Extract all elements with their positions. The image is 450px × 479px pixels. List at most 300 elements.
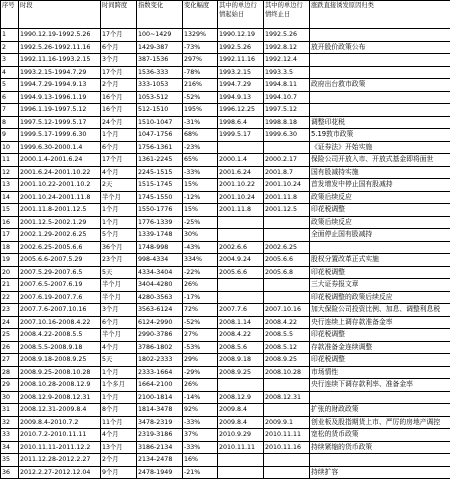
cause-cell: 印花税调整 bbox=[310, 354, 450, 367]
period-cell: 1999.5.17-1999.6.30 bbox=[19, 129, 101, 142]
change-rate-cell: 15% bbox=[183, 204, 218, 217]
table-row bbox=[1, 116, 450, 129]
period-cell: 2001.12.5-2002.1.29 bbox=[19, 216, 101, 229]
change-rate-cell: -73% bbox=[183, 41, 218, 54]
row-number-cell: 11 bbox=[1, 154, 19, 167]
period-cell: 1997.5.12-1999.5.17 bbox=[19, 116, 101, 129]
trend-start-date-cell bbox=[218, 291, 264, 304]
table-row bbox=[1, 404, 450, 417]
table-row bbox=[1, 66, 450, 79]
table-row bbox=[1, 79, 450, 92]
change-rate-cell: -31% bbox=[183, 116, 218, 129]
table-row bbox=[1, 316, 450, 329]
change-rate-cell: -33% bbox=[183, 166, 218, 179]
trend-start-date-cell: 2010.11.11 bbox=[218, 441, 264, 454]
trend-start-date-cell: 2008.1.14 bbox=[218, 316, 264, 329]
trend-end-date-cell: 2010.11.16 bbox=[264, 441, 310, 454]
index-change-cell: 333-1053 bbox=[137, 79, 183, 92]
row-number-cell: 3 bbox=[1, 54, 19, 67]
change-rate-cell: 195% bbox=[183, 104, 218, 117]
trend-start-date-cell bbox=[218, 454, 264, 467]
cause-cell: 三大证券报文章 bbox=[310, 279, 450, 292]
trend-start-date-cell: 2002.6.6 bbox=[218, 241, 264, 254]
period-cell: 2010.11.11-2011.12.2 bbox=[19, 441, 101, 454]
duration-cell: 24个月 bbox=[101, 116, 137, 129]
duration-cell: 36个月 bbox=[101, 241, 137, 254]
index-change-cell: 1748-998 bbox=[137, 241, 183, 254]
trend-start-date-cell: 2001.11.8 bbox=[218, 204, 264, 217]
header-cell: 变化幅度 bbox=[183, 1, 218, 29]
change-rate-cell: -52% bbox=[183, 316, 218, 329]
table-row bbox=[1, 341, 450, 354]
period-cell: 2008.5.5-2008.9.18 bbox=[19, 341, 101, 354]
trend-start-date-cell bbox=[218, 279, 264, 292]
trend-end-date-cell: 1997.5.12 bbox=[264, 104, 310, 117]
table-row bbox=[1, 229, 450, 242]
index-change-cell: 2478-1949 bbox=[137, 466, 183, 479]
change-rate-cell: -17% bbox=[183, 291, 218, 304]
change-rate-cell: -12% bbox=[183, 191, 218, 204]
row-number-cell: 22 bbox=[1, 291, 19, 304]
duration-cell: 23个月 bbox=[101, 254, 137, 267]
index-change-cell: 3186-2134 bbox=[137, 441, 183, 454]
cause-cell: 《证券法》开始实施 bbox=[310, 141, 450, 154]
cause-cell bbox=[310, 91, 450, 104]
trend-start-date-cell: 1993.2.15 bbox=[218, 66, 264, 79]
table-row bbox=[1, 104, 450, 117]
trend-start-date-cell: 2008.9.25 bbox=[218, 366, 264, 379]
period-cell: 2008.4.22-2008.5.5 bbox=[19, 329, 101, 342]
period-cell: 2007.5.29-2007.6.5 bbox=[19, 266, 101, 279]
table-row bbox=[1, 279, 450, 292]
cause-cell: 扩张的财政政策 bbox=[310, 404, 450, 417]
change-rate-cell: 1329% bbox=[183, 29, 218, 42]
duration-cell: 3个月 bbox=[101, 54, 137, 67]
trend-start-date-cell: 1992.5.26 bbox=[218, 41, 264, 54]
index-change-cell: 3786-1802 bbox=[137, 341, 183, 354]
trend-end-date-cell bbox=[264, 229, 310, 242]
index-change-cell: 1339-1748 bbox=[137, 229, 183, 242]
change-rate-cell: 216% bbox=[183, 79, 218, 92]
trend-start-date-cell: 2008.5.6 bbox=[218, 341, 264, 354]
period-cell: 2000.1.4-2001.6.24 bbox=[19, 154, 101, 167]
index-change-cell: 1536-333 bbox=[137, 66, 183, 79]
cause-cell: 政策后续反应 bbox=[310, 216, 450, 229]
trend-end-date-cell: 2000.2.17 bbox=[264, 154, 310, 167]
cause-cell bbox=[310, 66, 450, 79]
trend-start-date-cell: 1994.9.13 bbox=[218, 91, 264, 104]
cause-cell: 创业板及股指期货上市、严厉的房地产调控 bbox=[310, 416, 450, 429]
cause-cell: 全面停止国有股减持 bbox=[310, 229, 450, 242]
duration-cell: 4个月 bbox=[101, 166, 137, 179]
trend-end-date-cell bbox=[264, 454, 310, 467]
index-change-cell: 6124-2990 bbox=[137, 316, 183, 329]
table-row bbox=[1, 416, 450, 429]
row-number-cell: 34 bbox=[1, 441, 19, 454]
table-row bbox=[1, 366, 450, 379]
cause-cell bbox=[310, 454, 450, 467]
change-rate-cell: -33% bbox=[183, 416, 218, 429]
cause-cell: 政策后续反应 bbox=[310, 191, 450, 204]
table-row bbox=[1, 466, 450, 479]
cause-cell: 印花税调整 bbox=[310, 266, 450, 279]
change-rate-cell: 72% bbox=[183, 304, 218, 317]
change-rate-cell: -52% bbox=[183, 91, 218, 104]
row-number-cell: 33 bbox=[1, 429, 19, 442]
cause-cell: 持续扩容 bbox=[310, 466, 450, 479]
trend-start-date-cell: 1999.5.17 bbox=[218, 129, 264, 142]
period-cell: 2002.1.29-2002.6.25 bbox=[19, 229, 101, 242]
table-row bbox=[1, 354, 450, 367]
row-number-cell: 27 bbox=[1, 354, 19, 367]
change-rate-cell: 27% bbox=[183, 329, 218, 342]
trend-start-date-cell bbox=[218, 379, 264, 392]
table-row bbox=[1, 166, 450, 179]
trend-end-date-cell: 2010.11.11 bbox=[264, 429, 310, 442]
change-rate-cell: -43% bbox=[183, 241, 218, 254]
period-cell: 2001.6.24-2001.10.22 bbox=[19, 166, 101, 179]
row-number-cell: 29 bbox=[1, 379, 19, 392]
trend-start-date-cell: 1998.6.4 bbox=[218, 116, 264, 129]
cause-cell: 宽松的货币政策 bbox=[310, 429, 450, 442]
change-rate-cell: 37% bbox=[183, 429, 218, 442]
change-rate-cell: -23% bbox=[183, 141, 218, 154]
trend-end-date-cell: 2008.10.28 bbox=[264, 366, 310, 379]
trend-end-date-cell: 2008.12.31 bbox=[264, 391, 310, 404]
row-number-cell: 10 bbox=[1, 141, 19, 154]
cause-cell: 政府出台救市政策 bbox=[310, 79, 450, 92]
row-number-cell: 6 bbox=[1, 91, 19, 104]
table-row bbox=[1, 191, 450, 204]
table-row bbox=[1, 454, 450, 467]
table-row bbox=[1, 304, 450, 317]
change-rate-cell: 26% bbox=[183, 279, 218, 292]
trend-end-date-cell bbox=[264, 404, 310, 417]
trend-start-date-cell: 2001.6.24 bbox=[218, 166, 264, 179]
cause-cell bbox=[310, 104, 450, 117]
row-number-cell: 5 bbox=[1, 79, 19, 92]
duration-cell: 17个月 bbox=[101, 66, 137, 79]
period-cell: 2005.6.6-2007.5.29 bbox=[19, 254, 101, 267]
index-change-cell: 4280-3563 bbox=[137, 291, 183, 304]
period-cell: 2001.10.24-2001.11.8 bbox=[19, 191, 101, 204]
trend-end-date-cell: 2001.8.7 bbox=[264, 166, 310, 179]
change-rate-cell: 30% bbox=[183, 229, 218, 242]
index-change-cell: 1745-1550 bbox=[137, 191, 183, 204]
index-change-cell: 1802-2333 bbox=[137, 354, 183, 367]
row-number-cell: 7 bbox=[1, 104, 19, 117]
cause-cell: 加大保险公司投资比例、加息、调整利息税 bbox=[310, 304, 450, 317]
period-cell: 1992.5.26-1992.11.16 bbox=[19, 41, 101, 54]
duration-cell: 3个月 bbox=[101, 304, 137, 317]
table-row bbox=[1, 291, 450, 304]
change-rate-cell: 297% bbox=[183, 54, 218, 67]
table-row bbox=[1, 441, 450, 454]
index-change-cell: 3478-2319 bbox=[137, 416, 183, 429]
header-cell: 其中的单边行情起始日 bbox=[218, 1, 264, 29]
change-rate-cell: 65% bbox=[183, 154, 218, 167]
row-number-cell: 20 bbox=[1, 266, 19, 279]
trend-end-date-cell bbox=[264, 379, 310, 392]
cause-cell: 股权分置改革正式实施 bbox=[310, 254, 450, 267]
change-rate-cell: -33% bbox=[183, 441, 218, 454]
index-change-cell: 2333-1664 bbox=[137, 366, 183, 379]
duration-cell: 1个多月 bbox=[101, 379, 137, 392]
row-number-cell: 15 bbox=[1, 204, 19, 217]
index-change-cell: 1429-387 bbox=[137, 41, 183, 54]
index-change-cell: 512-1510 bbox=[137, 104, 183, 117]
trend-end-date-cell: 1992.5.26 bbox=[264, 29, 310, 42]
trend-start-date-cell: 2008.12.9 bbox=[218, 391, 264, 404]
cause-cell: 央行连续上调存款准备金率 bbox=[310, 316, 450, 329]
table-row bbox=[1, 41, 450, 54]
duration-cell: 6个月 bbox=[101, 41, 137, 54]
duration-cell: 11个月 bbox=[101, 416, 137, 429]
change-rate-cell: 15% bbox=[183, 179, 218, 192]
duration-cell: 6个月 bbox=[101, 316, 137, 329]
trend-end-date-cell: 1999.6.30 bbox=[264, 129, 310, 142]
period-cell: 1993.2.15-1994.7.29 bbox=[19, 66, 101, 79]
period-cell: 2008.12.31-2009.8.4 bbox=[19, 404, 101, 417]
trend-end-date-cell bbox=[264, 466, 310, 479]
duration-cell: 6个月 bbox=[101, 141, 137, 154]
trend-start-date-cell: 2004.9.24 bbox=[218, 254, 264, 267]
duration-cell: 1个月 bbox=[101, 129, 137, 142]
table-body bbox=[1, 29, 450, 479]
duration-cell: 半个月 bbox=[101, 329, 137, 342]
row-number-cell: 23 bbox=[1, 304, 19, 317]
duration-cell: 4个月 bbox=[101, 429, 137, 442]
trend-start-date-cell: 2010.9.29 bbox=[218, 429, 264, 442]
trend-start-date-cell: 1996.12.25 bbox=[218, 104, 264, 117]
cause-cell: 印花税调整的政策后续反应 bbox=[310, 291, 450, 304]
trend-start-date-cell bbox=[218, 216, 264, 229]
index-change-cell: 1361-2245 bbox=[137, 154, 183, 167]
duration-cell: 2天 bbox=[101, 179, 137, 192]
row-number-cell: 16 bbox=[1, 216, 19, 229]
period-cell: 2008.9.18-2008.9.25 bbox=[19, 354, 101, 367]
header-cell: 涨跌直接诱发原因归类 bbox=[310, 1, 450, 29]
trend-end-date-cell: 2008.5.5 bbox=[264, 329, 310, 342]
trend-start-date-cell: 2009.8.4 bbox=[218, 416, 264, 429]
period-cell: 2008.12.9-2008.12.31 bbox=[19, 391, 101, 404]
trend-end-date-cell: 2008.9.25 bbox=[264, 354, 310, 367]
trend-end-date-cell: 2001.12.5 bbox=[264, 204, 310, 217]
index-change-cell: 1664-2100 bbox=[137, 379, 183, 392]
row-number-cell: 30 bbox=[1, 391, 19, 404]
duration-cell: 半个月 bbox=[101, 191, 137, 204]
trend-end-date-cell: 1992.12.4 bbox=[264, 54, 310, 67]
change-rate-cell: 334% bbox=[183, 254, 218, 267]
cause-cell: 印花税调整 bbox=[310, 329, 450, 342]
trend-end-date-cell bbox=[264, 279, 310, 292]
trend-start-date-cell: 2001.10.24 bbox=[218, 191, 264, 204]
index-change-cell: 1047-1756 bbox=[137, 129, 183, 142]
trend-start-date-cell bbox=[218, 141, 264, 154]
index-change-cell: 2319-3186 bbox=[137, 429, 183, 442]
row-number-cell: 31 bbox=[1, 404, 19, 417]
row-number-cell: 36 bbox=[1, 466, 19, 479]
period-cell: 1992.11.16-1993.2.15 bbox=[19, 54, 101, 67]
cause-cell: 印花税调整 bbox=[310, 204, 450, 217]
index-change-cell: 100~1429 bbox=[137, 29, 183, 42]
trend-start-date-cell: 1990.12.19 bbox=[218, 29, 264, 42]
row-number-cell: 24 bbox=[1, 316, 19, 329]
trend-end-date-cell: 2008.4.22 bbox=[264, 316, 310, 329]
cause-cell: 持续紧缩的货币政策 bbox=[310, 441, 450, 454]
period-cell: 1996.1.19-1997.5.12 bbox=[19, 104, 101, 117]
row-number-cell: 19 bbox=[1, 254, 19, 267]
period-cell: 1994.7.29-1994.9.13 bbox=[19, 79, 101, 92]
trend-end-date-cell: 2001.10.24 bbox=[264, 179, 310, 192]
period-cell: 1999.6.30-2000.1.4 bbox=[19, 141, 101, 154]
table-row bbox=[1, 204, 450, 217]
row-number-cell: 2 bbox=[1, 41, 19, 54]
period-cell: 2008.9.25-2008.10.28 bbox=[19, 366, 101, 379]
duration-cell: 5个月 bbox=[101, 229, 137, 242]
period-cell: 2001.10.22-2001.10.2 bbox=[19, 179, 101, 192]
duration-cell: 1个月 bbox=[101, 391, 137, 404]
trend-start-date-cell: 2008.4.22 bbox=[218, 329, 264, 342]
index-change-cell: 3404-4280 bbox=[137, 279, 183, 292]
index-change-cell: 1515-1745 bbox=[137, 179, 183, 192]
index-change-cell: 998-4334 bbox=[137, 254, 183, 267]
cause-cell: 5.19敦市政策 bbox=[310, 129, 450, 142]
table-row bbox=[1, 154, 450, 167]
row-number-cell: 8 bbox=[1, 116, 19, 129]
row-number-cell: 13 bbox=[1, 179, 19, 192]
header-cell: 序号 bbox=[1, 1, 19, 29]
period-cell: 1994.9.13-1996.1.19 bbox=[19, 91, 101, 104]
duration-cell: 16个月 bbox=[101, 104, 137, 117]
trend-start-date-cell: 2007.7.6 bbox=[218, 304, 264, 317]
cause-cell: 市场情性 bbox=[310, 366, 450, 379]
cause-cell bbox=[310, 391, 450, 404]
index-change-cell: 2245-1515 bbox=[137, 166, 183, 179]
cause-cell: 央行连续下调存款利率、准备金率 bbox=[310, 379, 450, 392]
change-rate-cell: -25% bbox=[183, 216, 218, 229]
duration-cell: 2个月 bbox=[101, 79, 137, 92]
table-row bbox=[1, 241, 450, 254]
cause-cell bbox=[310, 54, 450, 67]
duration-cell: 17个月 bbox=[101, 154, 137, 167]
trend-end-date-cell: 1992.8.12 bbox=[264, 41, 310, 54]
duration-cell: 9个月 bbox=[101, 466, 137, 479]
trend-start-date-cell: 2001.10.22 bbox=[218, 179, 264, 192]
index-change-cell: 1053-512 bbox=[137, 91, 183, 104]
row-number-cell: 17 bbox=[1, 229, 19, 242]
table-row bbox=[1, 54, 450, 67]
index-change-cell: 2100-1814 bbox=[137, 391, 183, 404]
duration-cell: 1个月 bbox=[101, 204, 137, 217]
cause-cell: 调整印花税 bbox=[310, 116, 450, 129]
change-rate-cell: -22% bbox=[183, 266, 218, 279]
index-change-cell: 1510-1047 bbox=[137, 116, 183, 129]
index-change-cell: 2134-2478 bbox=[137, 454, 183, 467]
row-number-cell: 26 bbox=[1, 341, 19, 354]
cause-cell bbox=[310, 29, 450, 42]
table-row bbox=[1, 29, 450, 42]
period-cell: 2011.12.28-2012.2.27 bbox=[19, 454, 101, 467]
index-change-cell: 4334-3404 bbox=[137, 266, 183, 279]
change-rate-cell: 29% bbox=[183, 354, 218, 367]
header-cell: 时段 bbox=[19, 1, 101, 29]
trend-start-date-cell: 2009.8.4 bbox=[218, 404, 264, 417]
trend-end-date-cell bbox=[264, 291, 310, 304]
table-row bbox=[1, 179, 450, 192]
header-cell: 其中的单边行情终止日 bbox=[264, 1, 310, 29]
trend-end-date-cell: 1994.8.11 bbox=[264, 79, 310, 92]
period-cell: 2009.8.4-2010.7.2 bbox=[19, 416, 101, 429]
trend-end-date-cell: 1993.3.5 bbox=[264, 66, 310, 79]
index-change-cell: 1550-1776 bbox=[137, 204, 183, 217]
trend-start-date-cell: 2000.1.4 bbox=[218, 154, 264, 167]
trend-end-date-cell: 1994.10.7 bbox=[264, 91, 310, 104]
row-number-cell: 32 bbox=[1, 416, 19, 429]
period-cell: 2008.10.28-2008.12.9 bbox=[19, 379, 101, 392]
header-cell: 指数变化 bbox=[137, 1, 183, 29]
row-number-cell: 21 bbox=[1, 279, 19, 292]
trend-end-date-cell: 2005.6.6 bbox=[264, 254, 310, 267]
period-cell: 2012.2.27-2012.12.04 bbox=[19, 466, 101, 479]
period-cell: 2007.6.5-2007.6.19 bbox=[19, 279, 101, 292]
duration-cell: 半个月 bbox=[101, 291, 137, 304]
trend-end-date-cell bbox=[264, 141, 310, 154]
trend-end-date-cell bbox=[264, 216, 310, 229]
table-row bbox=[1, 266, 450, 279]
cause-cell: 首发增发中停止国有股减持 bbox=[310, 179, 450, 192]
trend-end-date-cell: 2007.10.16 bbox=[264, 304, 310, 317]
trend-start-date-cell: 1994.7.29 bbox=[218, 79, 264, 92]
index-change-cell: 1756-1361 bbox=[137, 141, 183, 154]
duration-cell: 4个月 bbox=[101, 341, 137, 354]
row-number-cell: 1 bbox=[1, 29, 19, 42]
change-rate-cell: -14% bbox=[183, 391, 218, 404]
table-row bbox=[1, 254, 450, 267]
duration-cell: 13个月 bbox=[101, 441, 137, 454]
trend-start-date-cell bbox=[218, 466, 264, 479]
row-number-cell: 25 bbox=[1, 329, 19, 342]
trend-start-date-cell: 1992.11.16 bbox=[218, 54, 264, 67]
table-row bbox=[1, 329, 450, 342]
duration-cell: 1个月 bbox=[101, 216, 137, 229]
row-number-cell: 12 bbox=[1, 166, 19, 179]
table-row bbox=[1, 141, 450, 154]
duration-cell: 8个月 bbox=[101, 404, 137, 417]
trend-start-date-cell: 2008.9.18 bbox=[218, 354, 264, 367]
trend-start-date-cell bbox=[218, 229, 264, 242]
row-number-cell: 4 bbox=[1, 66, 19, 79]
duration-cell: 17个月 bbox=[101, 29, 137, 42]
trend-end-date-cell: 2008.5.12 bbox=[264, 341, 310, 354]
duration-cell: 半个月 bbox=[101, 279, 137, 292]
table-row bbox=[1, 379, 450, 392]
table-row bbox=[1, 91, 450, 104]
change-rate-cell: 16% bbox=[183, 454, 218, 467]
trend-end-date-cell: 1998.8.18 bbox=[264, 116, 310, 129]
header-row bbox=[1, 1, 450, 29]
trend-end-date-cell: 2002.6.25 bbox=[264, 241, 310, 254]
row-number-cell: 14 bbox=[1, 191, 19, 204]
change-rate-cell: 26% bbox=[183, 379, 218, 392]
index-change-cell: 2990-3786 bbox=[137, 329, 183, 342]
trend-end-date-cell: 2001.11.8 bbox=[264, 191, 310, 204]
table-row bbox=[1, 216, 450, 229]
trend-start-date-cell: 2005.6.6 bbox=[218, 266, 264, 279]
table-row bbox=[1, 429, 450, 442]
row-number-cell: 9 bbox=[1, 129, 19, 142]
period-cell: 2007.7.6-2007.10.16 bbox=[19, 304, 101, 317]
